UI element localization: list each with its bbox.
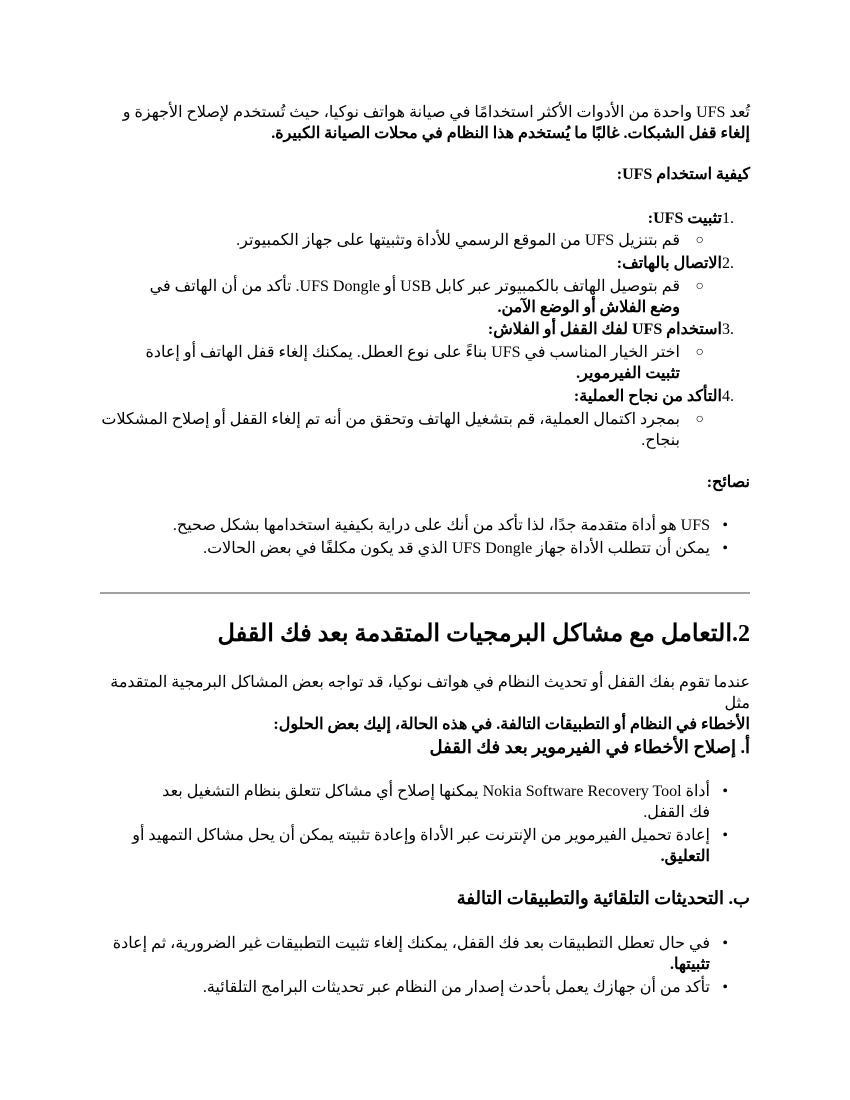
step-2-detail bbox=[100, 276, 750, 318]
bullet-icon: • bbox=[722, 935, 728, 952]
section-2-title: 2.التعامل مع مشاكل البرمجيات المتقدمة بعد فك القفل bbox=[217, 621, 750, 647]
step-number: 4. bbox=[722, 388, 734, 405]
step-detail-line: قم بتوصيل الهاتف بالكمبيوتر عبر كابل USB أو UFS Dongle. تأكد من أن الهاتف في bbox=[149, 278, 680, 295]
bullet-icon: • bbox=[722, 979, 728, 996]
item-line: تأكد من أن جهازك يعمل بأحدث إصدار من النظام عبر تحديثات البرامج التلقائية. bbox=[202, 979, 710, 996]
step-title: التأكد من نجاح العملية: bbox=[573, 388, 722, 405]
item-line: التعليق. bbox=[660, 848, 710, 865]
section-2-intro-line-1: عندما تقوم بفك القفل أو تحديث النظام في هواتف نوكيا، قد تواجه بعض المشاكل البرمجية المتقدمة مثل bbox=[110, 674, 750, 712]
circle-bullet-icon: ○ bbox=[695, 412, 704, 427]
intro-line-2: إلغاء قفل الشبكات. غالبًا ما يُستخدم هذا النظام في محلات الصيانة الكبيرة. bbox=[271, 125, 750, 142]
intro-paragraph bbox=[100, 102, 750, 144]
tip-text: يمكن أن تتطلب الأداة جهاز UFS Dongle الذي قد يكون مكلفًا في بعض الحالات. bbox=[203, 540, 710, 557]
bullet-icon: • bbox=[722, 517, 728, 534]
step-title: الاتصال بالهاتف: bbox=[616, 255, 722, 272]
circle-bullet-icon: ○ bbox=[695, 345, 704, 360]
step-title: استخدام UFS لفك القفل أو الفلاش: bbox=[487, 321, 722, 338]
subsection-a-item bbox=[100, 825, 750, 867]
step-4 bbox=[100, 386, 750, 407]
step-detail-line: اختر الخيار المناسب في UFS بناءً على نوع العطل. يمكنك إلغاء قفل الهاتف أو إعادة bbox=[145, 344, 680, 361]
step-detail-line: وضع الفلاش أو الوضع الآمن. bbox=[497, 299, 680, 316]
step-2 bbox=[100, 253, 750, 274]
step-1 bbox=[100, 208, 750, 229]
tips-heading: نصائح: bbox=[706, 474, 750, 491]
section-2-intro bbox=[100, 672, 750, 735]
subsection-b-item bbox=[100, 933, 750, 975]
step-detail-line: بمجرد اكتمال العملية، قم بتشغيل الهاتف وتحقق من أنه تم إلغاء القفل أو إصلاح المشكلات bbox=[101, 411, 680, 428]
tip-item bbox=[100, 538, 750, 559]
section-2-intro-line-2: الأخطاء في النظام أو التطبيقات التالفة. في هذه الحالة، إليك بعض الحلول: bbox=[273, 716, 750, 733]
bullet-icon: • bbox=[722, 783, 728, 800]
step-detail-line: تثبيت الفيرموير. bbox=[576, 365, 680, 382]
step-1-detail bbox=[100, 230, 750, 251]
item-line: تثبيتها. bbox=[669, 956, 710, 973]
step-3-detail bbox=[100, 342, 750, 384]
step-number: 1. bbox=[722, 210, 734, 227]
tip-text: UFS هو أداة متقدمة جدًا، لذا تأكد من أنك على دراية بكيفية استخدامها بشكل صحيح. bbox=[172, 517, 710, 534]
tip-item bbox=[100, 515, 750, 536]
circle-bullet-icon: ○ bbox=[695, 279, 704, 294]
step-4-detail bbox=[100, 409, 750, 451]
subsection-b-item bbox=[100, 977, 750, 998]
item-line: إعادة تحميل الفيرموير من الإنترنت عبر الأداة وإعادة تثبيته يمكن أن يحل مشاكل التمهيد أو bbox=[132, 827, 710, 844]
section-divider bbox=[100, 592, 750, 594]
bullet-icon: • bbox=[722, 827, 728, 844]
intro-line-1: تُعد UFS واحدة من الأدوات الأكثر استخدامًا في صيانة هواتف نوكيا، حيث تُستخدم لإصلاح الأجهزة و bbox=[122, 104, 750, 121]
item-line: أداة Nokia Software Recovery Tool يمكنها إصلاح أي مشاكل تتعلق بنظام التشغيل بعد bbox=[162, 783, 710, 800]
item-line: فك القفل. bbox=[643, 804, 710, 821]
step-detail-line: بنجاح. bbox=[641, 432, 680, 449]
how-to-heading: كيفية استخدام UFS: bbox=[616, 166, 750, 183]
subsection-b-title: ب. التحديثات التلقائية والتطبيقات التالفة bbox=[456, 888, 750, 908]
bullet-icon: • bbox=[722, 540, 728, 557]
step-number: 2. bbox=[722, 255, 734, 272]
circle-bullet-icon: ○ bbox=[695, 233, 704, 248]
step-title: تثبيت UFS: bbox=[647, 210, 722, 227]
subsection-a-item bbox=[100, 781, 750, 823]
step-3 bbox=[100, 319, 750, 340]
step-number: 3. bbox=[722, 321, 734, 338]
item-line: في حال تعطل التطبيقات بعد فك القفل، يمكنك إلغاء تثبيت التطبيقات غير الضرورية، ثم إعادة bbox=[112, 935, 710, 952]
step-detail-line: قم بتنزيل UFS من الموقع الرسمي للأداة وتثبيتها على جهاز الكمبيوتر. bbox=[236, 232, 680, 249]
subsection-a-title: أ. إصلاح الأخطاء في الفيرموير بعد فك القفل bbox=[429, 737, 750, 757]
